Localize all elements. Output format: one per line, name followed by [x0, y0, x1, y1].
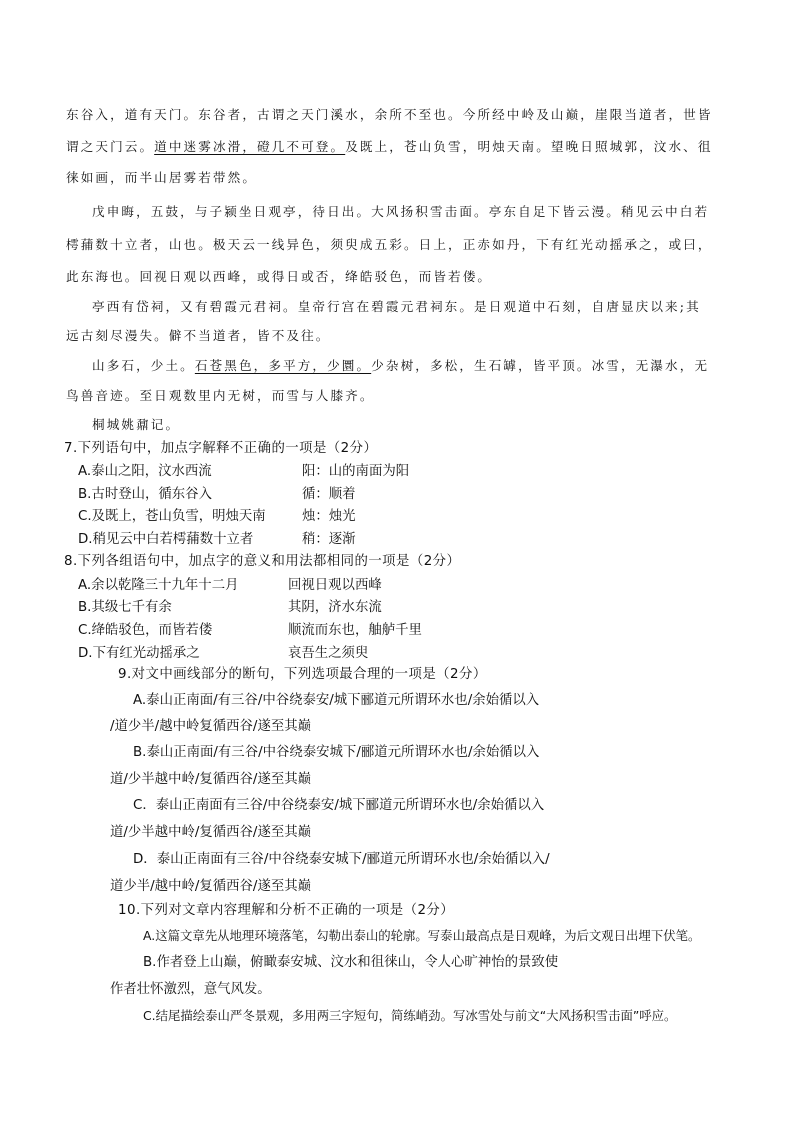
q7-option-c: C.及既上，苍山负雪，明烛天南	[78, 509, 266, 524]
q7-option-a-gloss: 阳：山的南面为阳	[302, 464, 410, 479]
passage-line: 亭西有岱祠，又有碧霞元君祠。皇帝行宫在碧霞元君祠东。是日观道中石刻，自唐显庆以来;其	[92, 299, 701, 314]
passage-line: 樗蒱数十立者，山也。极天云一线异色，须臾成五彩。日上，正赤如丹，下有红光动摇承之，或曰，	[66, 237, 713, 252]
q9-option-d-line1: D．泰山正南面有三谷/中谷绕泰安城下/郦道元所谓环水也/余始循以入/	[133, 852, 550, 867]
q8-option-a-left: A.余以乾隆三十九年十二月	[78, 578, 239, 593]
passage-line	[66, 138, 713, 156]
q7-option-c-gloss: 烛：烛光	[302, 509, 356, 524]
passage-line: 鸟兽音迹。至日观数里内无树，而雪与人膝齐。	[66, 388, 375, 403]
q8-option-b-right: 其阴，济水东流	[288, 600, 382, 615]
q8-option-d-left: D.下有红光动摇承之	[78, 646, 200, 661]
q9-option-a-line2: /道少半/越中岭复循西谷/遂至其巅	[110, 719, 312, 734]
q7-option-b: B.古时登山，循东谷入	[78, 487, 212, 502]
passage-line	[92, 357, 709, 375]
passage-line: 远古刻尽漫失。僻不当道者，皆不及往。	[66, 328, 331, 343]
passage-line: 此东海也。回视日观以西峰，或得日或否，绛皓驳色，而皆若偻。	[66, 269, 493, 284]
q7-option-a: A.泰山之阳，汶水西流	[78, 464, 212, 479]
q7-option-d-gloss: 稍：逐渐	[302, 532, 356, 547]
q8-option-b-left: B.其级七千有余	[78, 600, 172, 615]
passage-text: 谓之天门云。	[66, 139, 155, 154]
q9-option-d-line2: 道少半/越中岭/复循西谷/遂至其巅	[110, 879, 312, 894]
underlined-sentence: 道中迷雾冰滑，磴几不可登。	[154, 139, 346, 154]
passage-text: 及既上，苍山负雪，明烛天南。望晚日照城郭，汶水、徂	[345, 139, 713, 154]
passage-text: 少杂树，多松，生石罅，皆平顶。冰雪，无瀑水，无	[371, 358, 710, 373]
q8-option-d-right: 哀吾生之须臾	[288, 646, 369, 661]
q10-option-a: A.这篇文章先从地理环境落笔，勾勒出泰山的轮廓。写泰山最高点是日观峰，为后文观日出埋下伏笔。	[143, 928, 701, 943]
q10-option-c: C.结尾描绘泰山严冬景观，多用两三字短句，简练峭劲。写冰雪处与前文“大风扬积雪击面”呼应。	[143, 1008, 677, 1023]
passage-line: 东谷入，道有天门。东谷者，古谓之天门溪水，余所不至也。今所经中岭及山巅，崖限当道者，世皆	[66, 107, 713, 122]
question-9-stem: 9.对文中画线部分的断句，下列选项最合理的一项是（2分）	[118, 667, 487, 682]
question-8-stem: 8.下列各组语句中，加点字的意义和用法都相同的一项是（2分）	[64, 554, 461, 569]
q9-option-b-line1: B.泰山正南面/有三谷/中谷绕泰安城下/郦道元所谓环水也/余始循以入	[133, 745, 540, 760]
q9-option-c-line2: 道/少半越中岭/复循西谷/遂至其巅	[110, 825, 312, 840]
q8-option-c-left: C.绛皓驳色，而皆若偻	[78, 623, 213, 638]
q10-option-b-line1: B.作者登上山巅，俯瞰泰安城、汶水和徂徕山，令人心旷神怡的景致使	[143, 955, 559, 970]
question-7-stem: 7.下列语句中，加点字解释不正确的一项是（2分）	[64, 441, 378, 456]
q10-option-b-line2: 作者壮怀激烈，意气风发。	[110, 982, 271, 997]
q9-option-b-line2: 道/少半越中岭/复循西谷/遂至其巅	[110, 772, 312, 787]
passage-line: 戊申晦，五鼓，与子颍坐日观亭，待日出。大风扬积雪击面。亭东自足下皆云漫。稍见云中白若	[92, 204, 710, 219]
passage-line: 徕如画，而半山居雾若带然。	[66, 170, 258, 185]
passage-text: 山多石，少土。	[92, 358, 195, 373]
q7-option-b-gloss: 循：顺着	[302, 487, 356, 502]
question-10-stem: 10.下列对文章内容理解和分析不正确的一项是（2分）	[118, 903, 455, 918]
q8-option-a-right: 回视日观以西峰	[288, 578, 382, 593]
q8-option-c-right: 顺流而东也，舳舻千里	[288, 623, 422, 638]
q9-option-a-line1: A.泰山正南面/有三谷/中谷绕泰安/城下郦道元所谓环水也/余始循以入	[133, 693, 540, 708]
q7-option-d: D.稍见云中白若樗蒱数十立者	[78, 532, 254, 547]
passage-signature: 桐城姚鼐记。	[92, 417, 181, 432]
underlined-sentence: 石苍黑色，多平方，少圜。	[194, 358, 372, 373]
q9-option-c-line1: C．泰山正南面有三谷/中谷绕泰安/城下郦道元所谓环水也/余始循以入	[133, 798, 545, 813]
